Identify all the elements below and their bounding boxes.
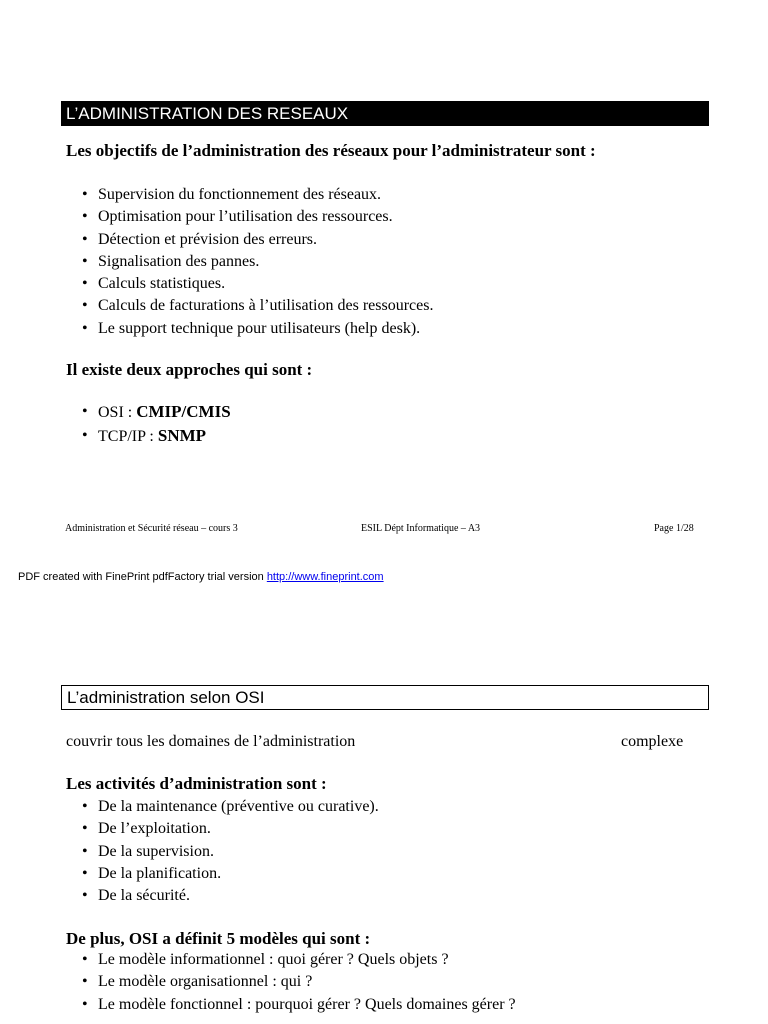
pdf-notice: PDF created with FinePrint pdfFactory trial version http://www.fineprint.com (18, 571, 384, 583)
bullet-icon: • (82, 951, 88, 968)
list-item: • Détection et prévision des erreurs. (82, 229, 433, 251)
list-item: • De la sécurité. (82, 885, 379, 907)
bullet-icon: • (82, 252, 88, 270)
list-item: • De la maintenance (préventive ou curative). (82, 796, 379, 818)
list-item: • Calculs statistiques. (82, 273, 433, 295)
approaches-list (82, 401, 231, 448)
list-item: • OSI : CMIP/CMIS (82, 401, 231, 425)
list-item: • Supervision du fonctionnement des réseaux. (82, 184, 433, 206)
models-list (82, 949, 516, 1016)
list-item: • Signalisation des pannes. (82, 251, 433, 273)
activities-heading: Les activités d’administration sont : (66, 774, 327, 793)
bullet-icon: • (82, 275, 88, 293)
objectives-list (82, 184, 433, 340)
bullet-icon: • (82, 995, 88, 1013)
models-heading: De plus, OSI a définit 5 modèles qui sont : (66, 929, 371, 948)
page1-title: L’ADMINISTRATION DES RESEAUX (61, 101, 709, 126)
bullet-icon: • (82, 842, 88, 860)
bullet-icon: • (82, 973, 88, 991)
bullet-icon: • (82, 426, 88, 444)
objectives-heading: Les objectifs de l’administration des réseaux pour l’administrateur sont : (66, 141, 596, 160)
intro-left: couvrir tous les domaines de l’administration (66, 733, 356, 750)
bullet-icon: • (82, 820, 88, 838)
bullet-icon: • (82, 230, 88, 248)
list-item: • De la supervision. (82, 841, 379, 863)
bullet-icon: • (82, 864, 88, 882)
list-item: • Optimisation pour l’utilisation des ressources. (82, 206, 433, 228)
footer-center: ESIL Dépt Informatique – A3 (361, 523, 481, 534)
bullet-icon: • (82, 403, 88, 420)
list-item: • Le modèle organisationnel : qui ? (82, 971, 516, 993)
list-item: • Le support technique pour utilisateurs (help desk). (82, 318, 433, 340)
footer-left: Administration et Sécurité réseau – cours 3 (65, 523, 238, 534)
bullet-icon: • (82, 186, 88, 203)
bullet-icon: • (82, 798, 88, 815)
fineprint-link[interactable]: http://www.fineprint.com (266, 571, 384, 583)
approaches-heading: Il existe deux approches qui sont : (66, 360, 313, 379)
bullet-icon: • (82, 208, 88, 226)
footer-right: Page 1/28 (654, 523, 694, 534)
list-item: • Calculs de facturations à l’utilisation des ressources. (82, 295, 433, 317)
list-item: • Le modèle informationnel : quoi gérer ? Quels objets ? (82, 949, 516, 971)
intro-right: complexe (621, 733, 684, 750)
bullet-icon: • (82, 887, 88, 905)
bullet-icon: • (82, 297, 88, 315)
activities-list (82, 796, 379, 907)
list-item: • TCP/IP : SNMP (82, 425, 231, 449)
list-item: • De l’exploitation. (82, 818, 379, 840)
bullet-icon: • (82, 319, 88, 337)
list-item: • De la planification. (82, 863, 379, 885)
list-item: • Le modèle fonctionnel : pourquoi gérer ? Quels domaines gérer ? (82, 994, 516, 1016)
page2-title: L’administration selon OSI (61, 685, 709, 710)
